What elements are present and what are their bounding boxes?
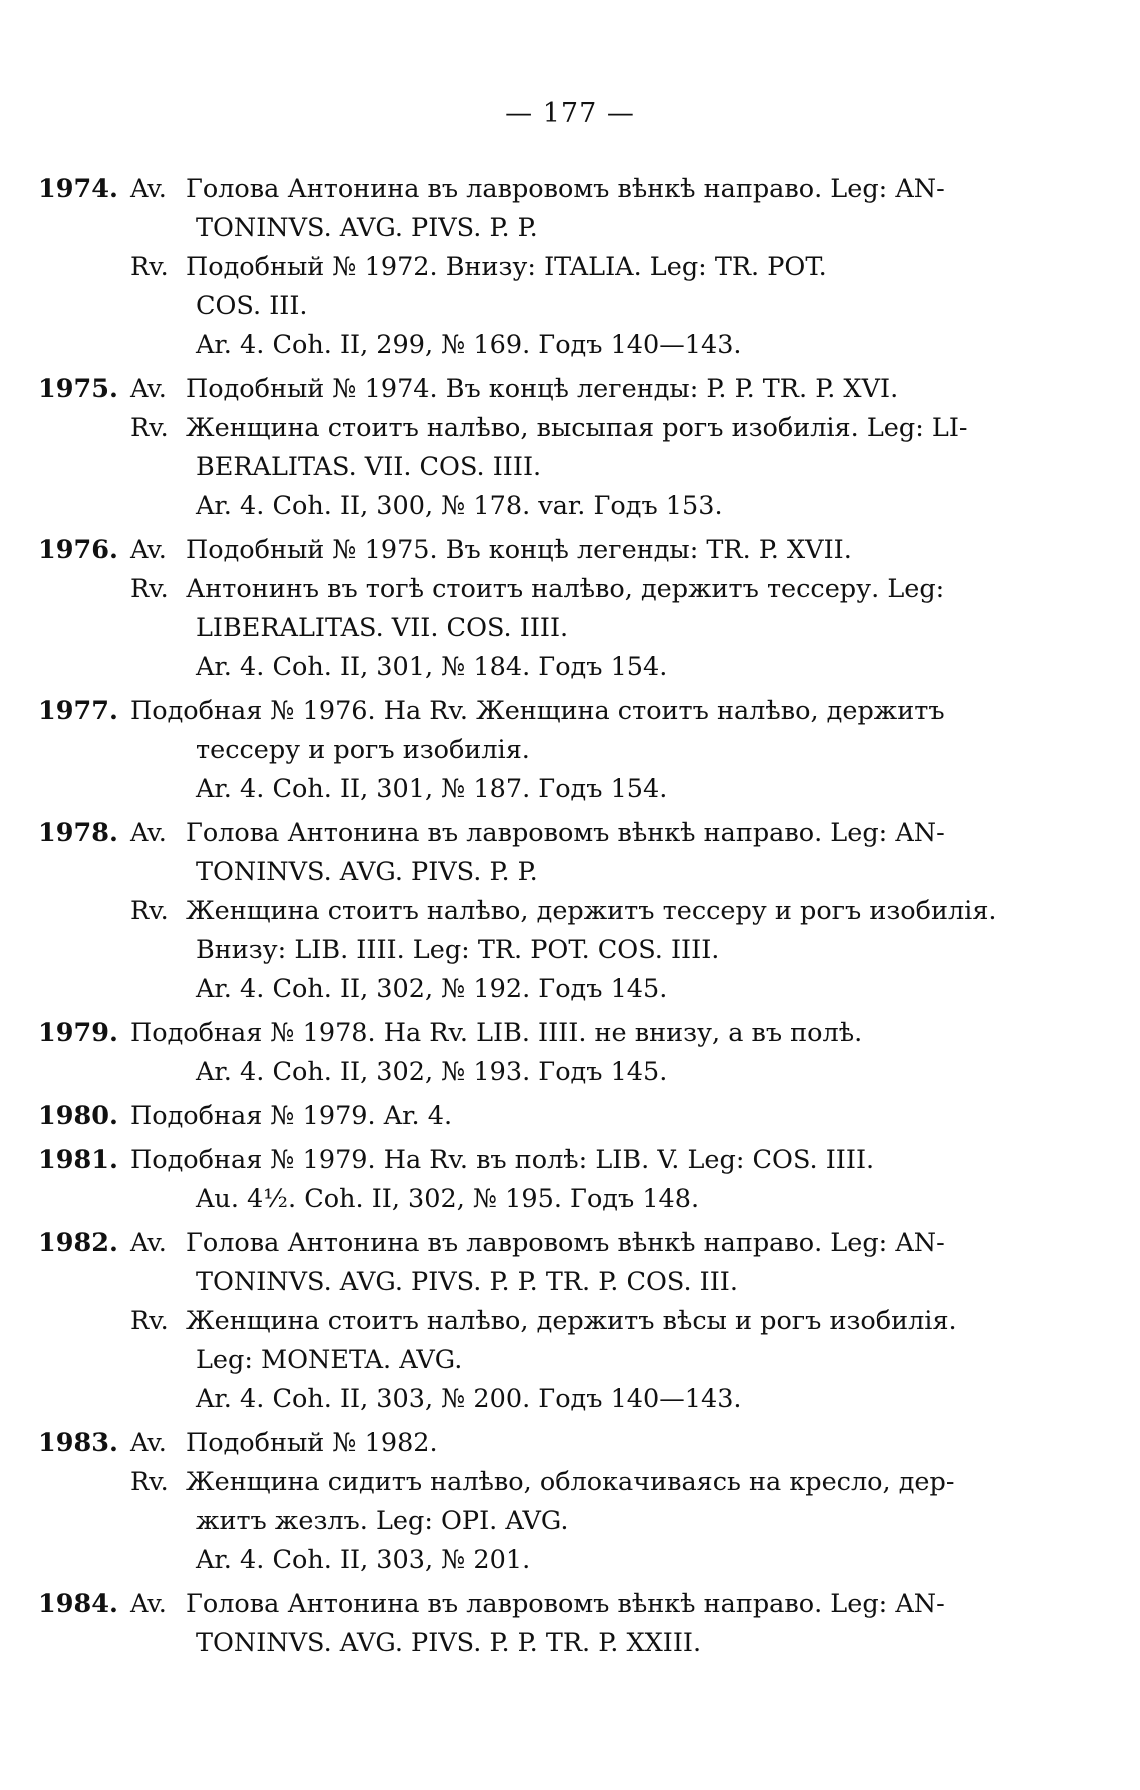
- entry-number: 1983.: [38, 1428, 118, 1458]
- catalog-entry: [38, 531, 1098, 687]
- entry-number: 1977.: [38, 696, 118, 726]
- entry-line: [38, 1014, 1098, 1053]
- entry-number: 1978.: [38, 818, 118, 848]
- reference-text: Ar. 4. Coh. II, 299, № 169. Годъ 140—143.: [196, 330, 742, 360]
- entry-line: [38, 1141, 1098, 1180]
- catalog-entry: [38, 692, 1098, 809]
- continuation-text: TONINVS. AVG. PIVS. P. P.: [196, 857, 538, 887]
- entry-line: [38, 1624, 1098, 1663]
- catalog-entry: [38, 170, 1098, 365]
- entry-line: [38, 1053, 1098, 1092]
- entry-number: 1981.: [38, 1145, 118, 1175]
- reverse-label: Rv.: [130, 1306, 169, 1336]
- entry-line: [38, 1097, 1098, 1136]
- reverse-label: Rv.: [130, 252, 169, 282]
- reference-text: Ar. 4. Coh. II, 303, № 201.: [196, 1545, 531, 1575]
- page-number: — 177 —: [505, 98, 635, 129]
- continuation-text: TONINVS. AVG. PIVS. P. P. TR. P. XXIII.: [196, 1628, 702, 1658]
- reference-text: Ar. 4. Coh. II, 303, № 200. Годъ 140—143.: [196, 1384, 742, 1414]
- entry-line: [38, 448, 1098, 487]
- reverse-label: Rv.: [130, 574, 169, 604]
- description-text: Подобная № 1978. На Rv. LIB. IIII. не внизу, а въ полѣ.: [130, 1018, 863, 1048]
- catalog-entry: [38, 1141, 1098, 1219]
- continuation-text: LIBERALITAS. VII. COS. IIII.: [196, 613, 569, 643]
- obverse-label: Av.: [130, 535, 167, 565]
- entry-line: [38, 1424, 1098, 1463]
- entry-line: [38, 1302, 1098, 1341]
- entry-line: [38, 1263, 1098, 1302]
- obverse-label: Av.: [130, 374, 167, 404]
- description-text: Подобный № 1972. Внизу: ITALIA. Leg: TR. POT.: [186, 252, 827, 282]
- entry-line: [38, 853, 1098, 892]
- reference-text: Au. 4½. Coh. II, 302, № 195. Годъ 148.: [196, 1184, 700, 1214]
- catalog-entry: [38, 1014, 1098, 1092]
- description-text: Голова Антонина въ лавровомъ вѣнкѣ направо. Leg: AN-: [186, 1589, 945, 1619]
- obverse-label: Av.: [130, 1589, 167, 1619]
- obverse-label: Av.: [130, 818, 167, 848]
- continuation-text: житъ жезлъ. Leg: OPI. AVG.: [196, 1506, 569, 1536]
- entry-line: [38, 248, 1098, 287]
- entry-number: 1975.: [38, 374, 118, 404]
- description-text: Женщина сидитъ налѣво, облокачиваясь на кресло, дер-: [186, 1467, 955, 1497]
- entry-number: 1982.: [38, 1228, 118, 1258]
- continuation-text: тессеру и рогъ изобилія.: [196, 735, 530, 765]
- entry-line: [38, 770, 1098, 809]
- description-text: Голова Антонина въ лавровомъ вѣнкѣ направо. Leg: AN-: [186, 818, 945, 848]
- catalog-entry: [38, 1424, 1098, 1580]
- reference-text: Ar. 4. Coh. II, 301, № 184. Годъ 154.: [196, 652, 668, 682]
- reverse-label: Rv.: [130, 413, 169, 443]
- continuation-text: Leg: MONETA. AVG.: [196, 1345, 463, 1375]
- catalog-entries: [38, 170, 1098, 1668]
- reference-text: Ar. 4. Coh. II, 301, № 187. Годъ 154.: [196, 774, 668, 804]
- entry-line: [38, 287, 1098, 326]
- entry-line: [38, 1224, 1098, 1263]
- catalog-entry: [38, 814, 1098, 1009]
- catalog-entry: [38, 1585, 1098, 1663]
- description-text: Подобный № 1982.: [186, 1428, 438, 1458]
- description-text: Антонинъ въ тогѣ стоитъ налѣво, держитъ тессеру. Leg:: [186, 574, 945, 604]
- description-text: Подобная № 1976. На Rv. Женщина стоитъ налѣво, держитъ: [130, 696, 945, 726]
- entry-number: 1979.: [38, 1018, 118, 1048]
- entry-line: [38, 326, 1098, 365]
- entry-line: [38, 1180, 1098, 1219]
- entry-line: [38, 970, 1098, 1009]
- entry-line: [38, 370, 1098, 409]
- description-text: Женщина стоитъ налѣво, высыпая рогъ изобилія. Leg: LI-: [186, 413, 968, 443]
- entry-line: [38, 570, 1098, 609]
- catalog-entry: [38, 370, 1098, 526]
- obverse-label: Av.: [130, 1428, 167, 1458]
- entry-line: [38, 1341, 1098, 1380]
- entry-line: [38, 209, 1098, 248]
- entry-line: [38, 531, 1098, 570]
- continuation-text: COS. III.: [196, 291, 308, 321]
- description-text: Подобная № 1979. Ar. 4.: [130, 1101, 453, 1131]
- description-text: Подобный № 1974. Въ концѣ легенды: P. P. TR. P. XVI.: [186, 374, 899, 404]
- obverse-label: Av.: [130, 1228, 167, 1258]
- description-text: Женщина стоитъ налѣво, держитъ тессеру и рогъ изобилія.: [186, 896, 997, 926]
- reference-text: Ar. 4. Coh. II, 302, № 193. Годъ 145.: [196, 1057, 668, 1087]
- entry-line: [38, 1502, 1098, 1541]
- entry-number: 1976.: [38, 535, 118, 565]
- entry-line: [38, 1463, 1098, 1502]
- reference-text: Ar. 4. Coh. II, 300, № 178. var. Годъ 153.: [196, 491, 723, 521]
- entry-number: 1984.: [38, 1589, 118, 1619]
- entry-line: [38, 1541, 1098, 1580]
- continuation-text: TONINVS. AVG. PIVS. P. P. TR. P. COS. III.: [196, 1267, 738, 1297]
- entry-line: [38, 1585, 1098, 1624]
- entry-line: [38, 409, 1098, 448]
- reverse-label: Rv.: [130, 896, 169, 926]
- continuation-text: Внизу: LIB. IIII. Leg: TR. POT. COS. IIII.: [196, 935, 720, 965]
- entry-line: [38, 170, 1098, 209]
- catalog-entry: [38, 1224, 1098, 1419]
- description-text: Голова Антонина въ лавровомъ вѣнкѣ направо. Leg: AN-: [186, 174, 945, 204]
- continuation-text: TONINVS. AVG. PIVS. P. P.: [196, 213, 538, 243]
- entry-number: 1980.: [38, 1101, 118, 1131]
- description-text: Подобный № 1975. Въ концѣ легенды: TR. P. XVII.: [186, 535, 852, 565]
- entry-line: [38, 814, 1098, 853]
- entry-line: [38, 692, 1098, 731]
- entry-line: [38, 931, 1098, 970]
- entry-line: [38, 892, 1098, 931]
- reverse-label: Rv.: [130, 1467, 169, 1497]
- entry-number: 1974.: [38, 174, 118, 204]
- description-text: Женщина стоитъ налѣво, держитъ вѣсы и рогъ изобилія.: [186, 1306, 957, 1336]
- description-text: Подобная № 1979. На Rv. въ полѣ: LIB. V. Leg: COS. IIII.: [130, 1145, 875, 1175]
- reference-text: Ar. 4. Coh. II, 302, № 192. Годъ 145.: [196, 974, 668, 1004]
- obverse-label: Av.: [130, 174, 167, 204]
- continuation-text: BERALITAS. VII. COS. IIII.: [196, 452, 542, 482]
- entry-line: [38, 487, 1098, 526]
- entry-line: [38, 731, 1098, 770]
- entry-line: [38, 1380, 1098, 1419]
- entry-line: [38, 648, 1098, 687]
- catalog-entry: [38, 1097, 1098, 1136]
- description-text: Голова Антонина въ лавровомъ вѣнкѣ направо. Leg: AN-: [186, 1228, 945, 1258]
- entry-line: [38, 609, 1098, 648]
